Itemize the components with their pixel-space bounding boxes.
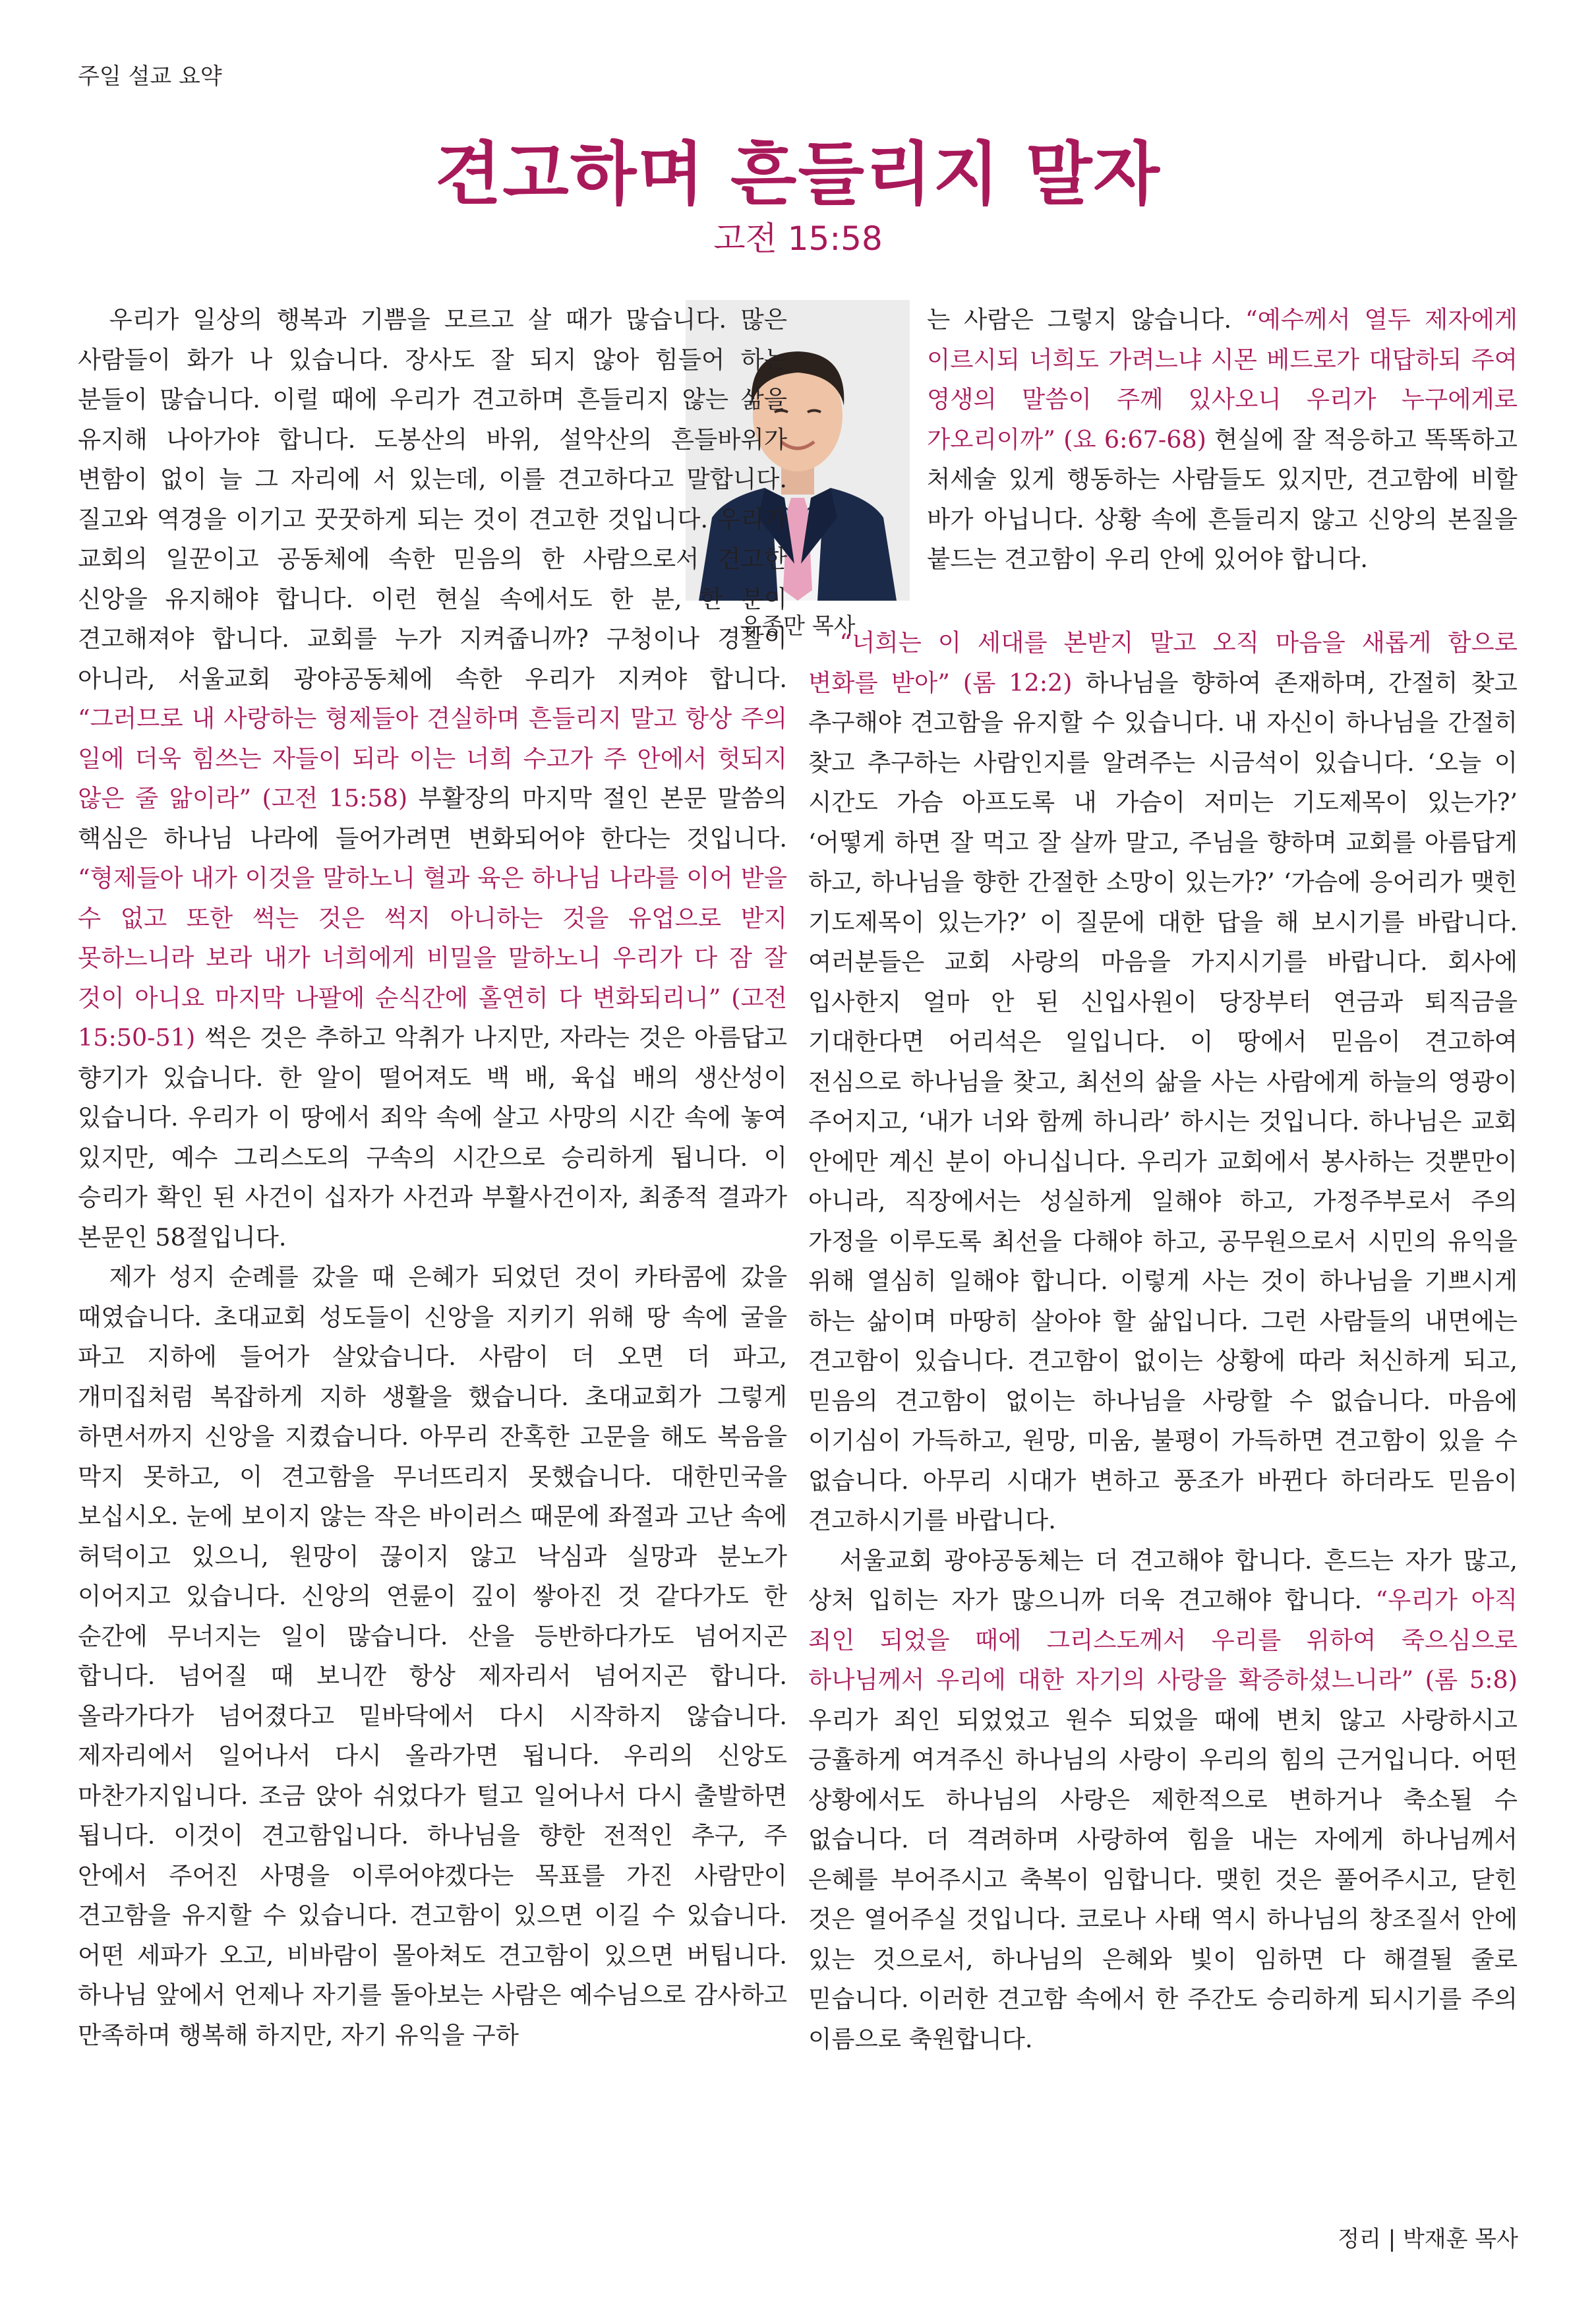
paragraph: 제가 성지 순례를 갔을 때 은혜가 되었던 것이 카타콤에 갔을 때였습니다. 초대교회 성도들이 신앙을 지키기 위해 땅 속에 굴을 파고 지하에 들어가 살았습니다. 사람이 더 오면 더 파고, 개미집처럼 복잡하게 지하 생활을 했습니다. 초대교회가 그렇게 하면서까지 신앙을 지켰습니다. 아무리 잔혹한 고문을 해도 복음을 막지 못하고, 이 견고함을 무너뜨리지 못했습니다. 대한민국을 보십시오. 눈에 보이지 않는 작은 바이러스 때문에 좌절과 고난 속에 허덕이고 있으니, 원망이 끊이지 않고 낙심과 실망과 분노가 이어지고 있습니다. 신앙의 연륜이 깊이 쌓아진 것 같다가도 한 순간에 무너지는 일이 많습니다. 산을 등반하다가도 넘어지곤 합니다. 넘어질 때 보니깐 항상 제자리서 넘어지곤 합니다. 올라가다가 넘어졌다고 밑바닥에서 다시 시작하지 않습니다. 제자리에서 일어나서 다시 올라가면 됩니다. 우리의 신앙도 마찬가지입니다. 조금 앉아 쉬었다가 털고 일어나서 다시 출발하면 됩니다. 이것이 견고함입니다. 하나님을 향한 전적인 추구, 주 안에서 주어진 사명을 이루어야겠다는 목표를 가진 사람만이 견고함을 유지할 수 있습니다. 견고함이 있으면 이길 수 있습니다. 어떤 세파가 오고, 비바람이 몰아쳐도 견고함이 있으면 버팁니다. 하나님 앞에서 언제나 자기를 돌아보는 사람은 예수님으로 감사하고 만족하며 행복해 하지만, 자기 유익을 구하 xyxy=(78,1263,787,2049)
paragraph: 서울교회 광야공동체는 더 견고해야 합니다. 흔드는 자가 많고, 상처 입히는 자가 많으니까 더욱 견고해야 합니다. “우리가 아직 죄인 되었을 때에 그리스도께서 우리를 위하여 죽으심으로 하나님께서 우리에 대한 자기의 사랑을 확증하셨느니라” (롬 5:8) 우리가 죄인 되었었고 원수 되었을 때에 변치 않고 사랑하시고 긍휼하게 여겨주신 하나님의 사랑이 우리의 힘의 근거입니다. 어떤 상황에서도 하나님의 사랑은 제한적으로 변하거나 축소될 수 없습니다. 더 격려하며 사랑하여 힘을 내는 자에게 하나님께서 은혜를 부어주시고 축복이 임합니다. 맺힌 것은 풀어주시고, 닫힌 것은 열어주실 것입니다. 코로나 사태 역시 하나님의 창조질서 안에 있는 것으로서, 하나님의 은혜와 빛이 임하면 다 해결될 줄로 믿습니다. 이러한 견고함 속에서 한 주간도 승리하게 되시기를 주의 이름으로 축원합니다. xyxy=(808,1546,1518,2053)
editor-credit: 정리 | 박재훈 목사 xyxy=(1338,2226,1518,2252)
scripture-quote: “너희는 이 세대를 본받지 말고 오직 마음을 새롭게 함으로 변화를 받아” (롬 12:2) xyxy=(808,628,1518,697)
paragraph: “너희는 이 세대를 본받지 말고 오직 마음을 새롭게 함으로 변화를 받아” (롬 12:2) 하나님을 향하여 존재하며, 간절히 찾고 추구해야 견고함을 유지할 수 있습니다. 내 자신이 하나님을 간절히 찾고 추구하는 사람인지를 알려주는 시금석이 있습니다. ‘오늘 이 시간도 가슴 아프도록 내 가슴이 저미는 기도제목이 있는가?’ ‘어떻게 하면 잘 먹고 잘 살까 말고, 주님을 향하며 교회를 아름답게 하고, 하나님을 향한 간절한 소망이 있는가?’ ‘가슴에 응어리가 맺힌 기도제목이 있는가?’ 이 질문에 대한 답을 해 보시기를 바랍니다. 여러분들은 교회 사랑의 마음을 가지시기를 바랍니다. 회사에 입사한지 얼마 안 된 신입사원이 당장부터 연금과 퇴직금을 기대한다면 어리석은 일입니다. 이 땅에서 믿음이 견고하여 전심으로 하나님을 찾고, 최선의 삶을 사는 사람에게 하늘의 영광이 주어지고, ‘내가 너와 함께 하니라’ 하시는 것입니다. 하나님은 교회 안에만 계신 분이 아니십니다. 우리가 교회에서 봉사하는 것뿐만이 아니라, 직장에서는 성실하게 일해야 하고, 가정주부로서 주의 가정을 이루도록 최선을 다해야 하고, 공무원으로서 시민의 유익을 위해 열심히 일해야 합니다. 이렇게 사는 것이 하나님을 기쁘시게 하는 삶이며 마땅히 살아야 할 삶입니다. 그런 사람들의 내면에는 견고함이 있습니다. 견고함이 없이는 상황에 따라 처신하게 되고, 믿음의 견고함이 없이는 하나님을 사랑할 수 없습니다. 마음에 이기심이 가득하고, 원망, 미움, 불평이 가득하면 견고함이 있을 수 없습니다. 아무리 시대가 변하고 풍조가 바뀐다 하더라도 믿음이 견고하시기를 바랍니다. xyxy=(808,628,1518,1534)
scripture-quote: “형제들아 내가 이것을 말하노니 혈과 육은 하나님 나라를 이어 받을 수 없고 또한 썩는 것은 썩지 아니하는 것을 유업으로 받지 못하느니라 보라 내가 너희에게 비밀을 말하노니 우리가 다 잠 잘 것이 아니요 마지막 나팔에 순식간에 홀연히 다 변화되리니” (고전 15:50-51) xyxy=(78,864,787,1052)
scripture-quote: “예수께서 열두 제자에게 이르시되 너희도 가려느냐 시몬 베드로가 대답하되 주여 영생의 말씀이 주께 있사오니 우리가 누구에게로 가오리이까” (요 6:67-68) xyxy=(927,305,1518,454)
scripture-reference: 고전 15:58 xyxy=(713,220,883,258)
paragraph: 우리가 일상의 행복과 기쁨을 모르고 살 때가 많습니다. 많은 사람들이 화가 나 있습니다. 장사도 잘 되지 않아 힘들어 하는 분들이 많습니다. 이럴 때에 우리가 견고하며 흔들리지 않는 삶을 유지해 나아가야 합니다. 도봉산의 바위, 설악산의 흔들바위가 변함이 없이 늘 그 자리에 서 있는데, 이를 견고하다고 말합니다. 질고와 역경을 이기고 꿋꿋하게 되는 것이 견고한 것입니다. 우리가 교회의 일꾼이고 공동체에 속한 믿음의 한 사람으로서 견고한 신앙을 유지해야 합니다. 이런 현실 속에서도 한 분, 한 분이 견고해져야 합니다. 교회를 누가 지켜줍니까? 구청이나 경찰이 아니라, 서울교회 광야공동체에 속한 우리가 지켜야 합니다. “그러므로 내 사랑하는 형제들아 견실하며 흔들리지 말고 항상 주의 일에 더욱 힘쓰는 자들이 되라 이는 너희 수고가 주 안에서 헛되지 않은 줄 앎이라” (고전 15:58) 부활장의 마지막 절인 본문 말씀의 핵심은 하나님 나라에 들어가려면 변화되어야 한다는 것입니다. “형제들아 내가 이것을 말하노니 혈과 육은 하나님 나라를 이어 받을 수 없고 또한 썩는 것은 썩지 아니하는 것을 유업으로 받지 못하느니라 보라 내가 너희에게 비밀을 말하노니 우리가 다 잠 잘 것이 아니요 마지막 나팔에 순식간에 홀연히 다 변화되리니” (고전 15:50-51) 썩은 것은 추하고 악취가 나지만, 자라는 것은 아름답고 향기가 있습니다. 한 알이 떨어져도 백 배, 육십 배의 생산성이 있습니다. 우리가 이 땅에서 죄악 속에 살고 사망의 시간 속에 놓여 있지만, 예수 그리스도의 구속의 시간으로 승리하게 됩니다. 이 승리가 확인 된 사건이 십자가 사건과 부활사건이자, 최종적 결과가 본문인 58절입니다. xyxy=(78,305,787,1251)
photo-caption: 유종만 목사 xyxy=(740,613,856,640)
article-column-left xyxy=(78,300,787,2265)
scripture-quote: “우리가 아직 죄인 되었을 때에 그리스도께서 우리를 위하여 죽으심으로 하나님께서 우리에 대한 자기의 사랑을 확증하셨느니라” (롬 5:8) xyxy=(808,1586,1518,1694)
section-label: 주일 설교 요약 xyxy=(78,63,222,90)
scripture-quote: “그러므로 내 사랑하는 형제들아 견실하며 흔들리지 말고 항상 주의 일에 더욱 힘쓰는 자들이 되라 이는 너희 수고가 주 안에서 헛되지 않은 줄 앎이라” (고전 15:58) xyxy=(78,704,787,812)
sermon-title: 견고하며 흔들리지 말자 xyxy=(434,134,1162,214)
article-column-right xyxy=(808,300,1518,2265)
paragraph: 는 사람은 그렇지 않습니다. “예수께서 열두 제자에게 이르시되 너희도 가려느냐 시몬 베드로가 대답하되 주여 영생의 말씀이 주께 있사오니 우리가 누구에게로 가오리이까” (요 6:67-68) 현실에 잘 적응하고 똑똑하고 처세술 있게 행동하는 사람들도 있지만, 견고함에 비할 바가 아닙니다. 상황 속에 흔들리지 않고 신앙의 본질을 붙드는 견고함이 우리 안에 있어야 합니다. xyxy=(927,305,1518,573)
